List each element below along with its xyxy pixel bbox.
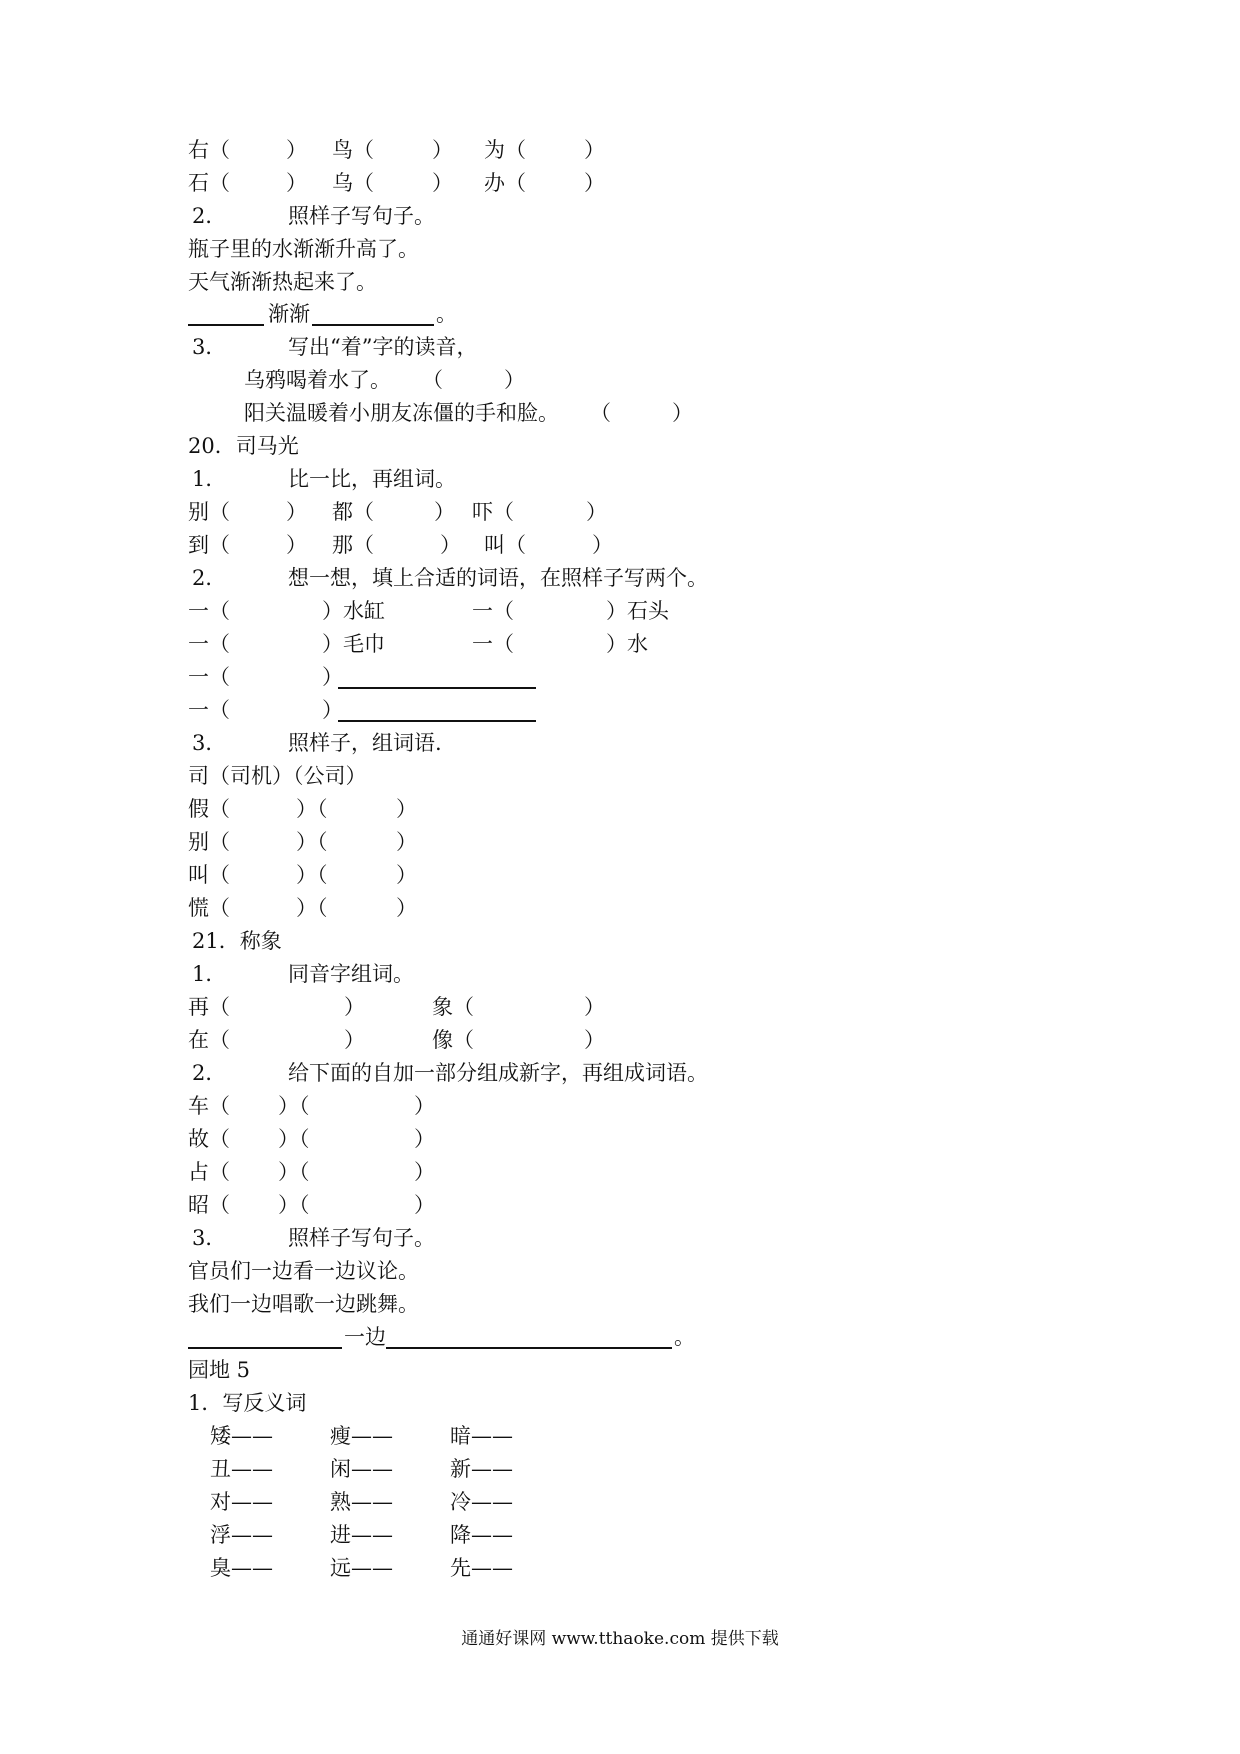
- blank-line[interactable]: [386, 1347, 672, 1349]
- blank-line[interactable]: [188, 324, 264, 326]
- blank-line[interactable]: [188, 1347, 342, 1349]
- blank-line[interactable]: [338, 687, 536, 689]
- page-footer: 通通好课网 www.tthaoke.com 提供下载: [461, 1629, 779, 1649]
- worksheet-page: 右（ ） 鸟（ ） 为（ ） 石（ ） 乌（ ） 办（ ） 2． 照样子写句子。 瓶子里的水渐渐升高了。 天气渐渐热起来了。 渐渐 。 3． 写出“着”字的读音， 乌鸦喝着水了。 （ ） 阳关温暖着小朋友冻僵的手和脸。 （ ） 20．司马光 1． 比一比，再组词。 别（ ） 都（ ） 吓（ ） 到（ ） 那（ ） 叫（ ） 2． 想一想，填上合适的词语，在照样子写两个。 一（ ）水缸 一（ ）石头 一（ ）毛巾 一（ ）水 一（ ） 一（ ） 3． 照样子，组词语. 司（司机）（公司） 假（ ）（ ） 别（ ）（ ） 叫（ ）（ ） 慌（ ）（ ） 21．称象 1． 同音字组词。 再（ ） 象（ ） 在（ ） 像（ ） 2． 给下面的自加一部分组成新字，再组成词语。 车（ ）（ ） 故（ ）（ ） 占（ ）（ ） 昭（ ）（ ） 3． 照样子写句子。 官员们一边看一边议论。 我们一边唱歌一边跳舞。 一边 。 园地 5 1．写反义词 矮—— 瘦—— 暗—— 丑—— 闲—— 新—— 对—— 熟—— 冷—— 浮—— 进—— 降—— 臭—— 远—— 先—— 通通好课网 www.tthaoke.com 提供下载: [0, 0, 1240, 1754]
- blank-line[interactable]: [338, 720, 536, 722]
- blank-line[interactable]: [312, 324, 434, 326]
